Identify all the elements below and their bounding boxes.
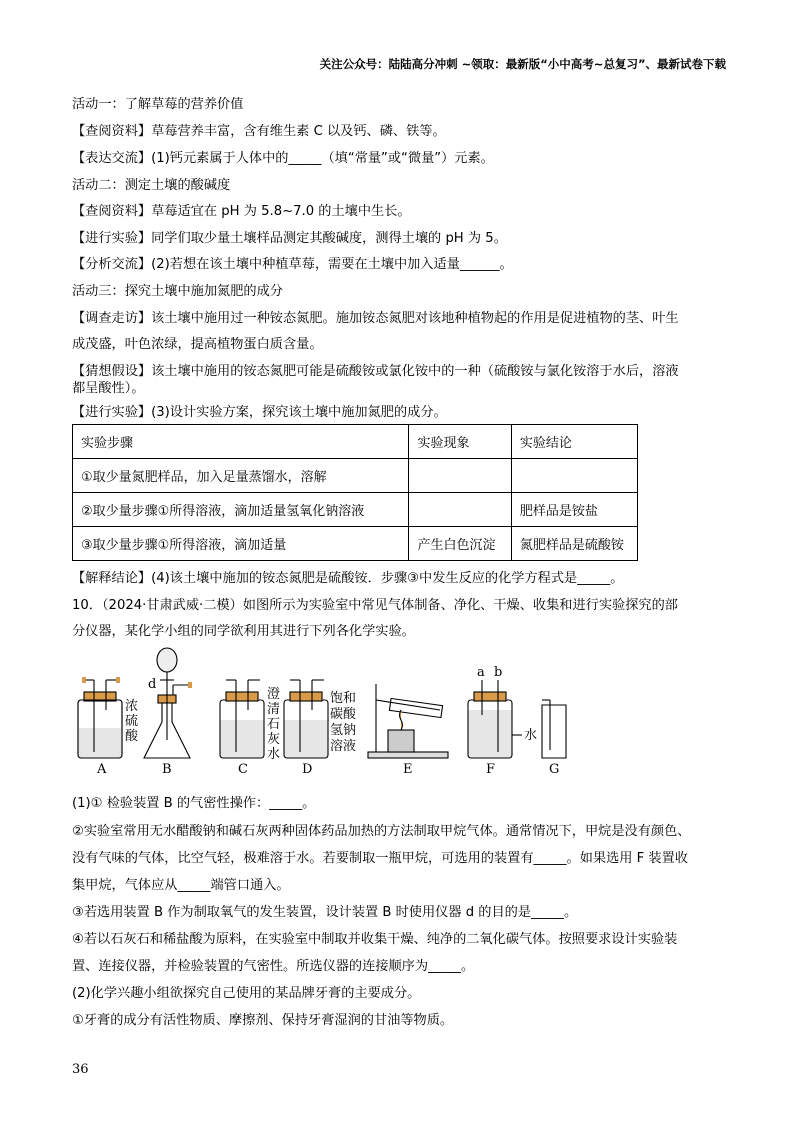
text-line: 活动二：测定土壤的酸碱度 [72,178,231,193]
page-header: 关注公众号：陆陆高分冲刺 ~领取：最新版“小中高考~总复习”、最新试卷下载 [319,57,726,71]
text-line: ④若以石灰石和稀盐酸为原料，在实验室中制取并收集干燥、纯净的二氧化碳气体。按照要求设计实验装 [72,932,678,947]
table-row [73,459,638,493]
text-line: 【调查走访】该土壤中施用过一种铵态氮肥。施加铵态氮肥对该地种植物起的作用是促进植物的茎、叶生 [72,311,679,326]
text-line: ③若选用装置 B 作为制取氧气的发生装置，设计装置 B 时使用仪器 d 的目的是_____。 [72,905,578,920]
d-label: d [148,677,157,692]
table-cell [409,459,511,493]
c-text: 水 [267,747,281,762]
text-line: (1)① 检验装置 B 的气密性操作：_____。 [72,796,316,811]
label-f: F [486,762,496,775]
f-water-text: 水 [524,728,538,743]
apparatus-a [78,677,122,758]
c-text: 灰 [267,732,281,747]
d-text: 饱和 [330,691,357,706]
table-cell: 产生白色沉淀 [409,527,511,561]
f-a-label: a [477,665,485,680]
text-line: 分仪器，某化学小组的同学欲利用其进行下列各化学实验。 [72,624,415,639]
a-text: 浓 [125,699,139,714]
experiment-table [72,424,638,561]
table-header-cell: 实验步骤 [73,425,409,459]
a-text: 硫 [125,714,139,729]
table-cell: ③取少量步骤①所得溶液，滴加适量 [73,527,409,561]
text-line: 【查阅资料】草莓营养丰富，含有维生素 C 以及钙、磷、铁等。 [72,124,446,139]
table-row [73,527,638,561]
table-cell [511,459,637,493]
table-header-cell: 实验现象 [409,425,511,459]
text-line: 都呈酸性）。 [72,381,145,396]
table-header-row [73,425,638,459]
c-text: 清 [267,702,281,717]
text-line: (2)化学兴趣小组欲探究自己使用的某品牌牙膏的主要成分。 [72,986,421,1001]
f-b-label: b [494,665,503,680]
text-line: 活动一：了解草莓的营养价值 [72,97,244,112]
c-text: 澄 [267,687,281,702]
table-cell: 肥样品是铵盐 [511,493,637,527]
text-line: 【解释结论】(4)该土壤中施加的铵态氮肥是硫酸铵．步骤③中发生反应的化学方程式是_____。 [72,571,624,586]
text-line: 【分析交流】(2)若想在该土壤中种植草莓，需要在土壤中加入适量______。 [72,257,513,272]
table-header-cell: 实验结论 [511,425,637,459]
table-cell: 氮肥样品是硫酸铵 [511,527,637,561]
text-line: 活动三：探究土壤中施加氮肥的成分 [72,284,283,299]
table-row [73,493,638,527]
text-line: 【进行实验】同学们取少量土壤样品测定其酸碱度，测得土壤的 pH 为 5。 [72,231,507,246]
page-number: 36 [72,1062,89,1077]
apparatus-figure [70,640,590,775]
apparatus-b [144,648,192,758]
table-cell [409,493,511,527]
apparatus-g [542,700,566,758]
text-line: 没有气味的气体，比空气轻，极难溶于水。若要制取一瓶甲烷，可选用的装置有_____。如果选用 F 装置收 [72,851,688,866]
apparatus-d [284,680,328,758]
apparatus-f [468,680,522,758]
d-text: 氢钠 [330,723,357,738]
label-b: B [162,762,172,775]
text-line: 10．（2024·甘肃武威·二模）如图所示为实验室中常见气体制备、净化、干燥、收集和进行实验探究的部 [72,598,678,613]
text-line: 【查阅资料】草莓适宜在 pH 为 5.8~7.0 的土壤中生长。 [72,204,411,219]
text-line: 集甲烷，气体应从_____端管口通入。 [72,878,290,893]
label-g: G [549,762,560,775]
text-line: 【猜想假设】该土壤中施用的铵态氮肥可能是硫酸铵或氯化铵中的一种（硫酸铵与氯化铵溶于水后，溶液 [72,364,679,379]
text-line: ①牙膏的成分有活性物质、摩擦剂、保持牙膏湿润的甘油等物质。 [72,1013,454,1028]
d-text: 碳酸 [330,707,357,722]
label-d: D [302,762,313,775]
text-line: 【进行实验】(3)设计实验方案，探究该土壤中施加氮肥的成分。 [72,405,447,420]
text-line: ②实验室常用无水醋酸钠和碱石灰两种固体药品加热的方法制取甲烷气体。通常情况下，甲烷是没有颜色、 [72,824,691,839]
apparatus-c [220,680,264,758]
text-line: 置、连接仪器，并检验装置的气密性。所选仪器的连接顺序为_____。 [72,959,475,974]
d-text: 溶液 [330,739,357,754]
c-text: 石 [267,717,281,732]
a-text: 酸 [125,729,139,744]
text-line: 成茂盛，叶色浓绿，提高植物蛋白质含量。 [72,337,323,352]
label-e: E [403,762,413,775]
label-c: C [238,762,248,775]
table-cell: ②取少量步骤①所得溶液，滴加适量氢氧化钠溶液 [73,493,409,527]
table-cell: ①取少量氮肥样品，加入足量蒸馏水，溶解 [73,459,409,493]
label-a: A [97,762,107,775]
apparatus-e [368,684,448,758]
text-line: 【表达交流】(1)钙元素属于人体中的_____（填“常量”或“微量”）元素。 [72,151,494,166]
